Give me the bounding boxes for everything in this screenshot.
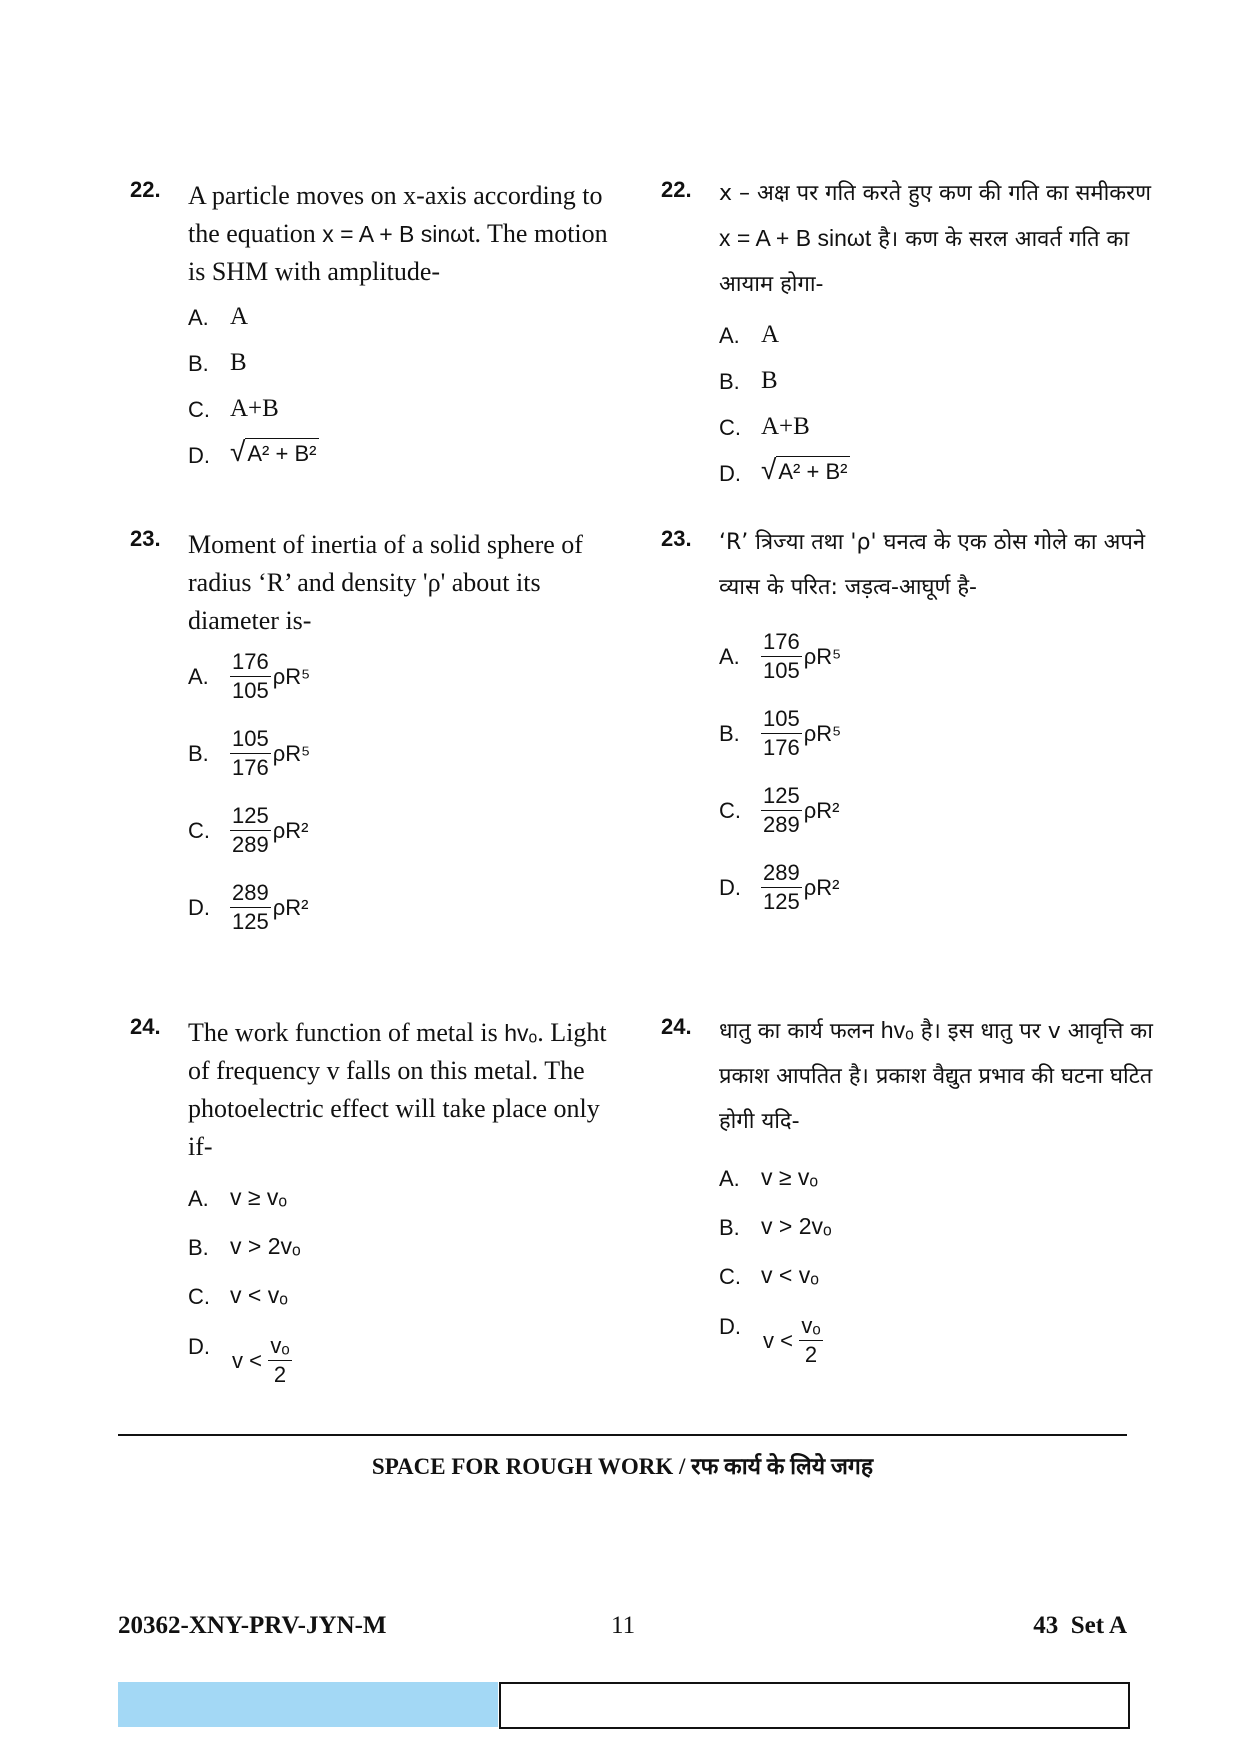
rough-work-heading: SPACE FOR ROUGH WORK / रफ कार्य के लिये जगह bbox=[371, 1454, 874, 1479]
fraction: $\frac{289}{125}$ bbox=[232, 880, 269, 934]
question-text: धातु का कार्य फलन hvₒ है। इस धातु पर v आवृत्ति का प्रकाश आपतित है। प्रकाश वैद्युत प्रभाव की घटना घटित होगी यदि- bbox=[719, 1017, 1153, 1134]
question-text: x – अक्ष पर गति करते हुए कण की गति का समीकरण x = A + B sinωt है। कण के सरल आवर्त गति का आयाम होगा- bbox=[719, 181, 1152, 297]
fraction: $\frac{105}{176}$ bbox=[763, 706, 800, 760]
square-root: √ A² + B² bbox=[230, 437, 319, 467]
footer-color-bar bbox=[118, 1682, 498, 1727]
english-column: 22. A particle moves on x-axis according to the equation x = A + B sinωt. The motion is SHM with amplitude- A. A B. B C. A+B D. √ A² + B² 23. Moment of inertia of a solid sphere of radius ‘R’ and density 'ρ' about its diameter is- A. $\frac{176}{105}$ ρR⁵ B. $\frac{105}{176}$ ρR⁵ C. $\frac{125}{289}$ ρR² D. $\frac{289}{125}$ ρR² 24. The work function of metal is hvₒ. Light of frequency v falls on this metal. The photoelectric effect will take place only if- A. v ≥ vₒ B. v > 2vₒ C. v < vₒ D. v < $\frac{\text{vₒ}}{2}$ bbox=[130, 0, 610, 1420]
fraction: $\frac{176}{105}$ bbox=[763, 629, 800, 683]
rough-work-divider bbox=[118, 1434, 1127, 1436]
question-number: 22. bbox=[130, 177, 161, 202]
square-root: √ A² + B² bbox=[761, 455, 850, 485]
equation: hvₒ bbox=[504, 1020, 538, 1046]
question-text: Moment of inertia of a solid sphere of radius ‘R’ and density 'ρ' about its diameter is- bbox=[188, 530, 583, 635]
footer-box bbox=[499, 1682, 1130, 1729]
equation: x = A + B sinωt bbox=[322, 221, 475, 247]
set-label: 43 Set A bbox=[1033, 1612, 1127, 1639]
page-number: 11 bbox=[611, 1612, 636, 1639]
equation: x = A + B sinωt bbox=[719, 225, 872, 251]
question-number: 22. bbox=[661, 177, 692, 202]
question-text: ‘R’ त्रिज्या तथा 'ρ' घनत्व के एक ठोस गोले का अपने व्यास के परित: जड़त्व-आघूर्ण है- bbox=[719, 530, 1146, 600]
question-number: 23. bbox=[130, 526, 161, 551]
fraction: $\frac{125}{289}$ bbox=[232, 803, 269, 857]
equation: hvₒ bbox=[880, 1017, 914, 1043]
fraction: $\frac{289}{125}$ bbox=[763, 860, 800, 914]
fraction: $\frac{\text{vₒ}}{2}$ bbox=[270, 1333, 290, 1387]
question-text: The work function of metal is hvₒ. Light of frequency v falls on this metal. The photoelectric effect will take place only if- bbox=[188, 1018, 607, 1161]
fraction: $\frac{105}{176}$ bbox=[232, 726, 269, 780]
fraction: $\frac{125}{289}$ bbox=[763, 783, 800, 837]
fraction: $\frac{176}{105}$ bbox=[232, 649, 269, 703]
fraction: $\frac{\text{vₒ}}{2}$ bbox=[801, 1313, 821, 1367]
hindi-column: 22. x – अक्ष पर गति करते हुए कण की गति का समीकरण x = A + B sinωt है। कण के सरल आवर्त गति का आयाम होगा- A. A B. B C. A+B D. √ A² + B² 23. ‘R’ त्रिज्या तथा 'ρ' घनत्व के एक ठोस गोले का अपने व्यास के परित: जड़त्व-आघूर्ण है- A. $\frac{176}{105}$ ρR⁵ B. $\frac{105}{176}$ ρR⁵ C. $\frac{125}{289}$ ρR² D. $\frac{289}{125}$ ρR² 24. धातु का कार्य फलन hvₒ है। इस धातु पर v आवृत्ति का प्रकाश आपतित है। प्रकाश वैद्युत प्रभाव की घटना घटित होगी यदि- A. v ≥ vₒ B. v > 2vₒ C. v < vₒ D. v < $\frac{\text{vₒ}}{2}$ bbox=[661, 0, 1141, 1420]
question-number: 24. bbox=[661, 1014, 692, 1039]
question-number: 24. bbox=[130, 1014, 161, 1039]
paper-code: 20362-XNY-PRV-JYN-M bbox=[118, 1612, 387, 1639]
question-text: A particle moves on x-axis according to the equation x = A + B sinωt. The motion is SHM with amplitude- bbox=[188, 181, 608, 286]
question-number: 23. bbox=[661, 526, 692, 551]
